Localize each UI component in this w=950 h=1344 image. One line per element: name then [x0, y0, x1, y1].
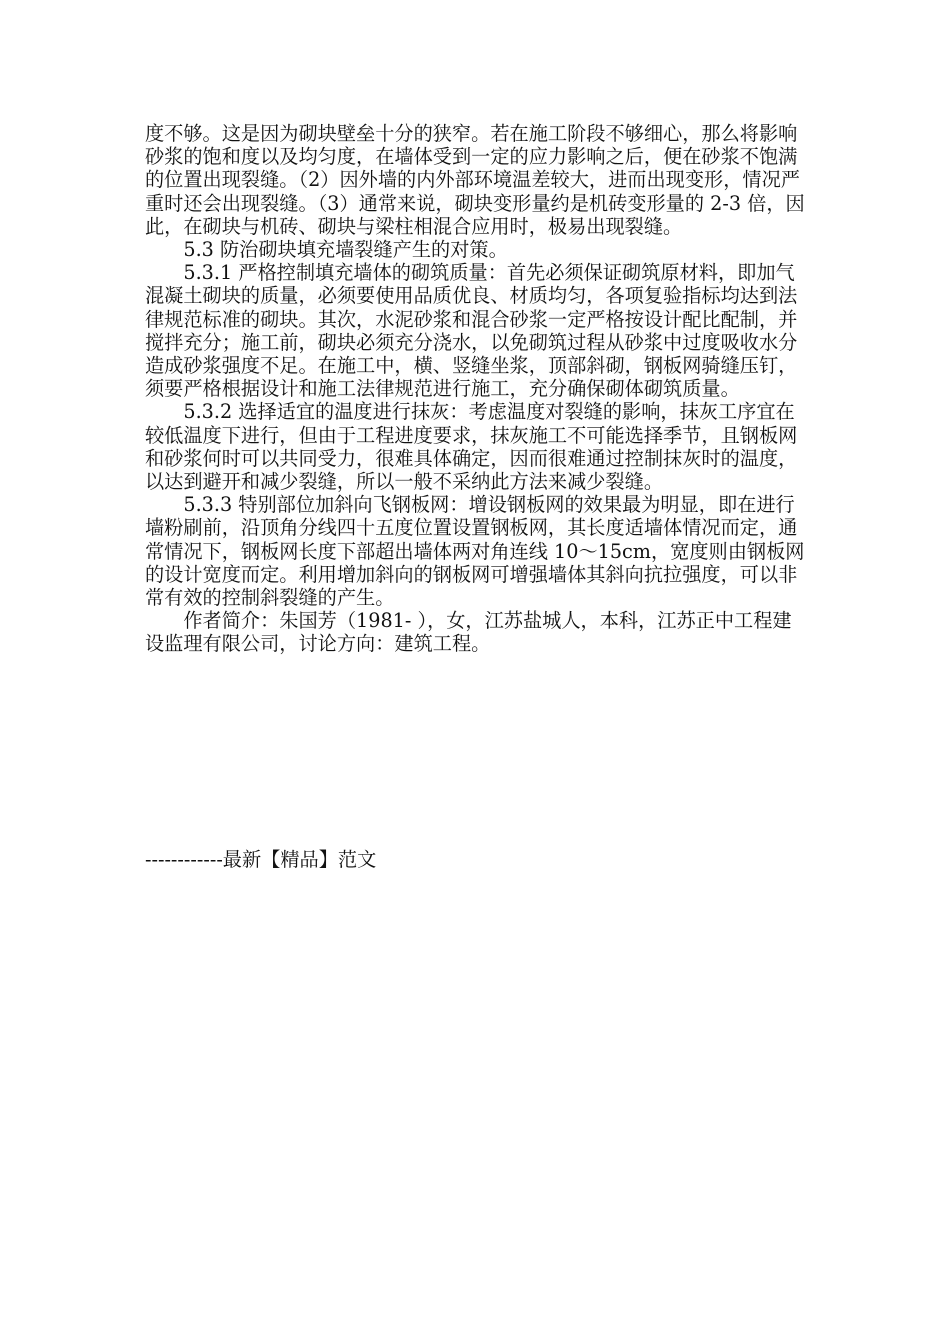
paragraph-5-3-1: 5.3.1 严格控制填充墙体的砌筑质量：首先必须保证砌筑原材料，即加气混凝土砌块的质量，必须要使用品质优良、材质均匀，各项复验指标均达到法律规范标准的砌块。其次，水泥砂浆和混合砂浆一定严格按设计配比配制，并搅拌充分；施工前，砌块必须充分浇水，以免砌筑过程从砂浆中过度吸收水分造成砂浆强度不足。在施工中，横、竖缝坐浆，顶部斜砌，钢板网骑缝压钉，须要严格根据设计和施工法律规范进行施工，充分确保砌体砌筑质量。 [145, 261, 798, 401]
paragraph-crack-causes: 度不够。这是因为砌块壁垒十分的狭窄。若在施工阶段不够细心，那么将影响砂浆的饱和度以及均匀度，在墙体受到一定的应力影响之后，便在砂浆不饱满的位置出现裂缝。（2）因外墙的内外部环境温差较大，进而出现变形，情况严重时还会出现裂缝。（3）通常来说，砌块变形量约是机砖变形量的 2-3 倍，因此，在砌块与机砖、砌块与梁柱相混合应用时，极易出现裂缝。 [145, 122, 805, 238]
paragraph-5-3-2: 5.3.2 选择适宜的温度进行抹灰：考虑温度对裂缝的影响，抹灰工序宜在较低温度下进行，但由于工程进度要求，抹灰施工不可能选择季节，且钢板网和砂浆何时可以共同受力，很难具体确定，因而很难通过控制抹灰时的温度，以达到避开和减少裂缝，所以一般不采纳此方法来减少裂缝。 [145, 400, 798, 494]
document-body [145, 122, 805, 656]
footer-tagline: ------------最新【精品】范文 [145, 848, 377, 871]
author-bio: 作者简介：朱国芳（1981- ），女，江苏盐城人，本科，江苏正中工程建设监理有限公司，讨论方向：建筑工程。 [145, 609, 792, 656]
paragraph-5-3-3: 5.3.3 特别部位加斜向飞钢板网：增设钢板网的效果最为明显，即在进行墙粉刷前，沿顶角分线四十五度位置设置钢板网，其长度适墙体情况而定，通常情况下，钢板网长度下部超出墙体两对角连线 10～15cm，宽度则由钢板网的设计宽度而定。利用增加斜向的钢板网可增强墙体其斜向抗拉强度，可以非常有效的控制斜裂缝的产生。 [145, 493, 805, 610]
section-heading-5-3: 5.3 防治砌块填充墙裂缝产生的对策。 [145, 238, 508, 262]
